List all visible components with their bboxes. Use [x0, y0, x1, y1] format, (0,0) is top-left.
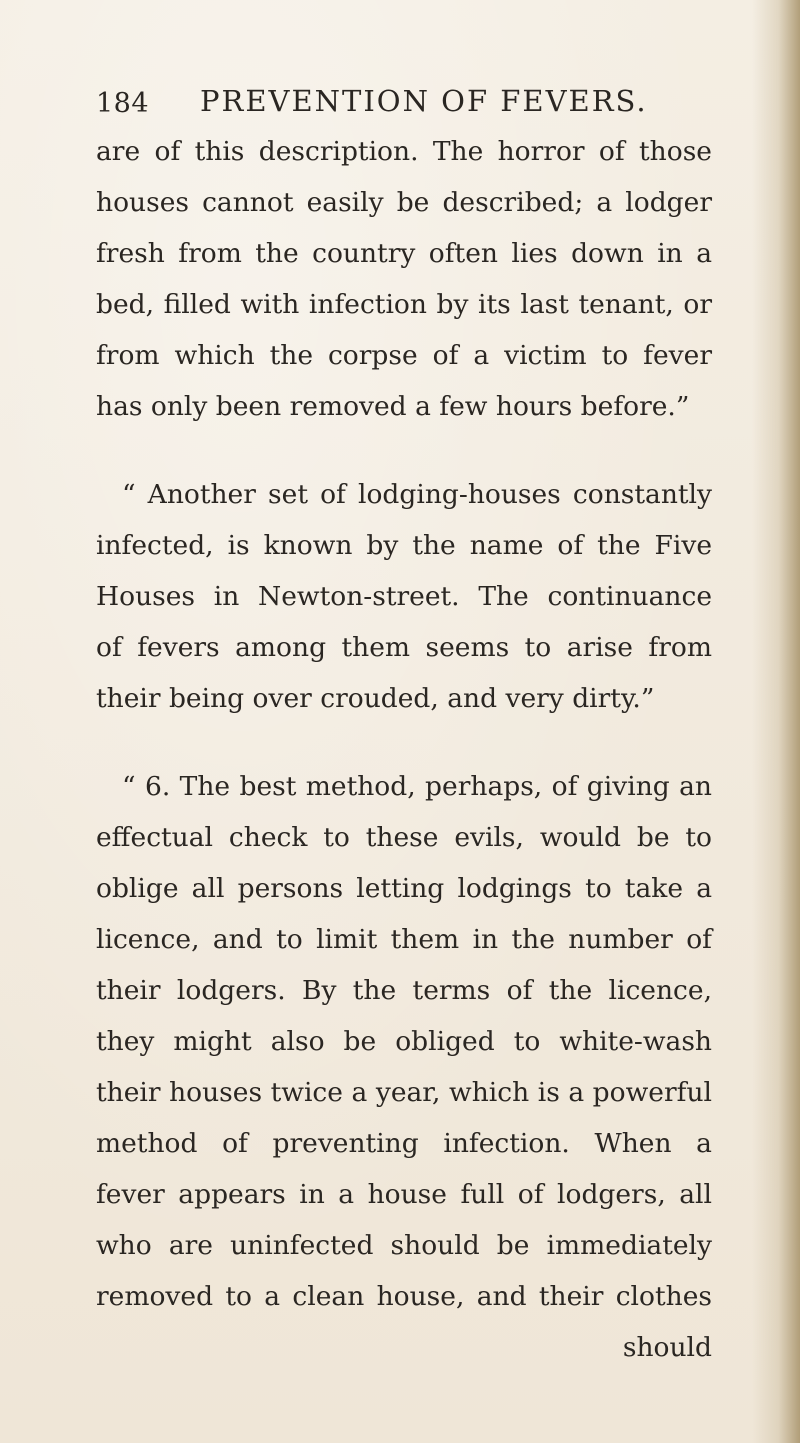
running-head: PREVENTION OF FEVERS. [200, 84, 648, 118]
text-line: method of preventing infection. When a [96, 1128, 712, 1159]
text-line: fresh from the country often lies down in a [96, 238, 712, 269]
text-line: fever appears in a house full of lodgers, all [96, 1179, 712, 1210]
text-line: from which the corpse of a victim to fever [96, 340, 712, 371]
text-line: effectual check to these evils, would be to [96, 822, 712, 853]
text-line: “ 6. The best method, perhaps, of giving an [122, 771, 712, 802]
catchword: should [622, 1332, 712, 1363]
text-line: “ Another set of lodging-houses constantly [122, 479, 712, 510]
page-header [96, 84, 716, 128]
text-line: they might also be obliged to white-wash [96, 1026, 712, 1057]
text-line: has only been removed a few hours before.” [96, 391, 690, 422]
paragraph-gap [96, 724, 712, 761]
text-line: infected, is known by the name of the Five [96, 530, 712, 561]
paragraph-1 [96, 126, 712, 432]
text-line: licence, and to limit them in the number of [96, 924, 712, 955]
text-line: of fevers among them seems to arise from [96, 632, 712, 663]
text-line: their lodgers. By the terms of the licence, [96, 975, 712, 1006]
paragraph-gap [96, 432, 712, 469]
body-text [96, 126, 712, 1373]
text-line: their houses twice a year, which is a powerful [96, 1077, 712, 1108]
text-line: their being over crouded, and very dirty.” [96, 683, 655, 714]
text-line: bed, filled with infection by its last tenant, or [96, 289, 712, 320]
paragraph-3 [96, 761, 712, 1322]
page-edge-shadow [752, 0, 800, 1443]
page-number: 184 [96, 88, 150, 119]
text-line: houses cannot easily be described; a lodger [96, 187, 712, 218]
paragraph-2 [96, 469, 712, 724]
text-line: removed to a clean house, and their clothes [96, 1281, 712, 1312]
text-line: are of this description. The horror of those [96, 136, 712, 167]
text-line: who are uninfected should be immediately [96, 1230, 712, 1261]
text-line: oblige all persons letting lodgings to take a [96, 873, 712, 904]
text-line: Houses in Newton-street. The continuance [96, 581, 712, 612]
